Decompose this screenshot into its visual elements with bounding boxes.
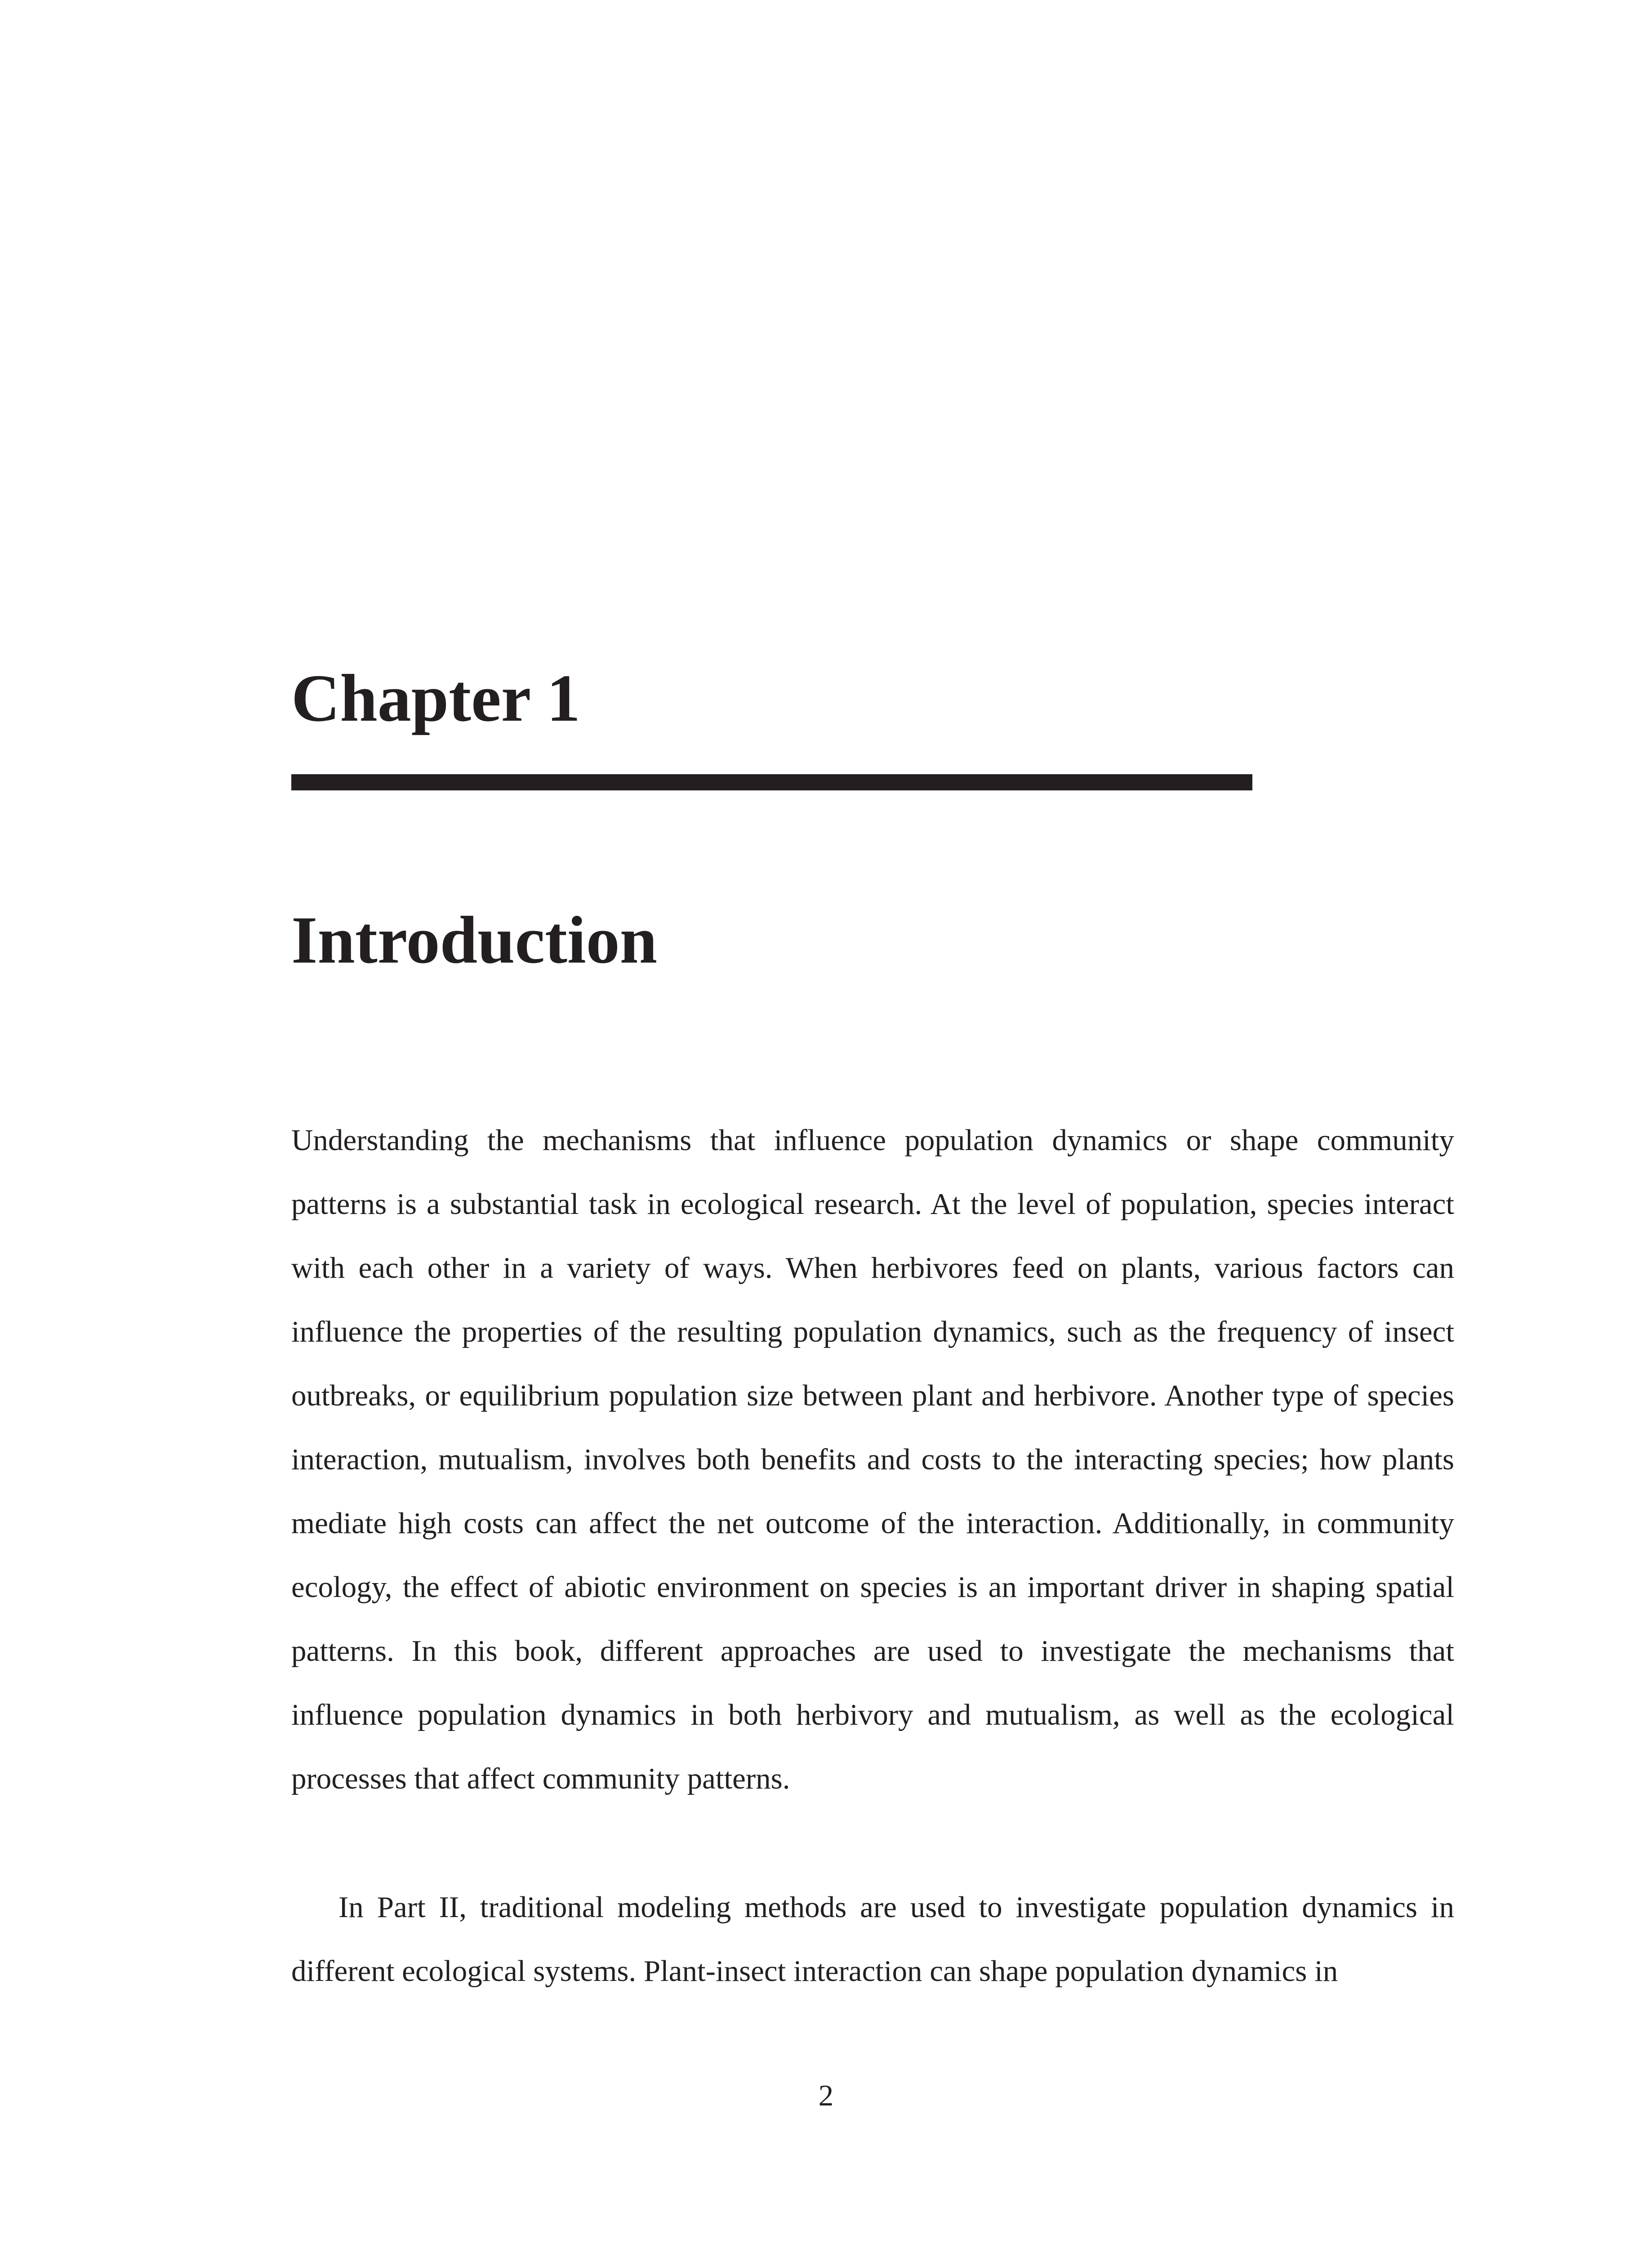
chapter-rule [291, 774, 1252, 790]
paragraph-1: Understanding the mechanisms that influence population dynamics or shape community patterns is a substantial task in ecological research. At the level of population, species interact with each other in a variety of ways. When herbivores feed on plants, various factors can influence the properties of the resulting population dynamics, such as the frequency of insect outbreaks, or equilibrium population size between plant and herbivore. Another type of species interaction, mutualism, involves both benefits and costs to the interacting species; how plants mediate high costs can affect the net outcome of the interaction. Additionally, in community ecology, the effect of abiotic environment on species is an important driver in shaping spatial patterns. In this book, different approaches are used to investigate the mechanisms that influence population dynamics in both herbivory and mutualism, as well as the ecological processes that affect community patterns. [291, 1124, 1454, 1795]
chapter-label: Chapter 1 [291, 661, 581, 736]
page-number: 2 [818, 2079, 834, 2112]
chapter-title: Introduction [291, 903, 658, 977]
paragraph-2: In Part II, traditional modeling methods are used to investigate population dynamics in different ecological systems. Plant-insect interaction can shape population dynamics in [291, 1891, 1454, 1988]
